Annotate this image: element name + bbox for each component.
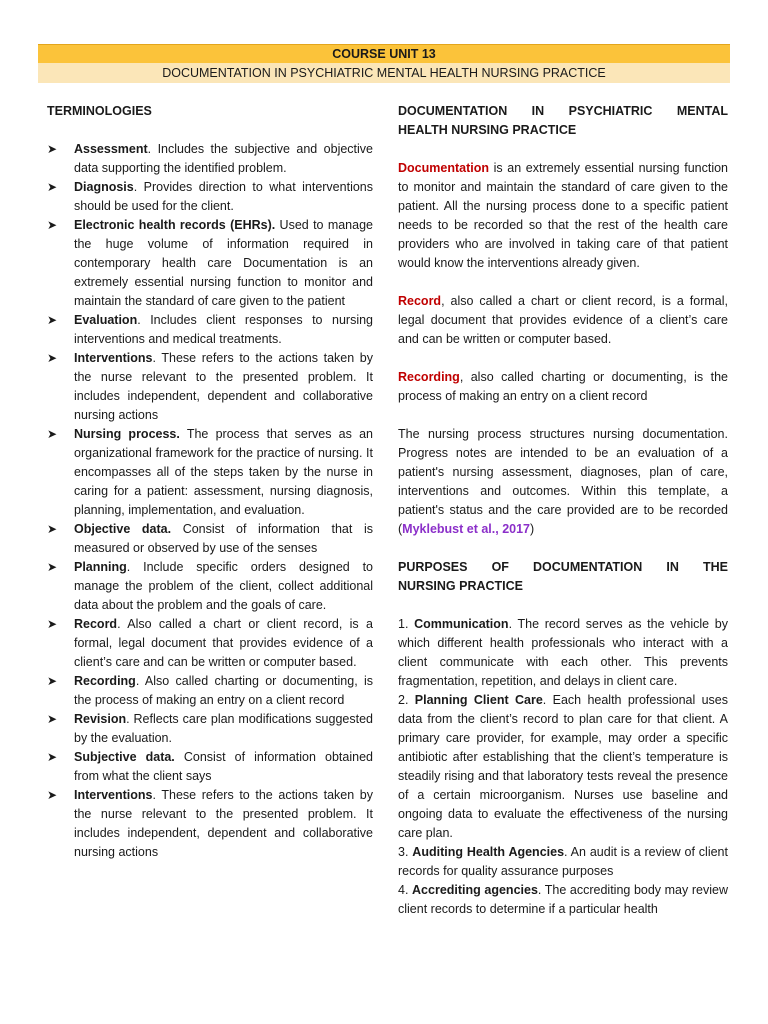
- terminology-item: ➤ Record. Also called a chart or client record, is a formal, legal document that provides evidence of a client’s care and can be written or computer based.: [47, 617, 373, 669]
- term-definition: Consist of information that is measured or observed by use of the senses: [74, 522, 373, 555]
- term-definition: Includes client responses to nursing interventions and medical treatments.: [74, 313, 373, 346]
- term-definition: Reflects care plan modifications suggested by the evaluation.: [74, 712, 373, 745]
- term-definition: Also called charting or documenting, is the process of making an entry on a client record: [74, 674, 373, 707]
- term-label: Revision: [74, 712, 127, 726]
- purpose-label: Communication: [414, 617, 509, 631]
- documentation-heading-line1: DOCUMENTATION IN PSYCHIATRIC MENTAL: [398, 104, 728, 118]
- left-column: [47, 102, 373, 862]
- term-definition: Used to manage the huge volume of information required in contemporary health care Documentation is an extremely essential nursing function to monitor and maintain the standard of care given to the patient: [74, 218, 373, 308]
- terminology-list: [47, 140, 373, 862]
- right-column: [398, 102, 728, 919]
- purpose-item: 2. Planning Client Care. Each health professional uses data from the client’s record to plan care for that client. A primary care provider, for example, may order a specific antibiotic after establishing that the client’s temperature is steadily rising and that laboratory tests reveal the presence of a certain microorganism. Nurses use baseline and ongoing data to evaluate the effectiveness of the nursing care plan.: [398, 693, 728, 840]
- arrowhead-bullet-icon: ➤: [47, 142, 58, 156]
- terminology-item: ➤ Diagnosis. Provides direction to what interventions should be used for the client.: [47, 180, 373, 213]
- terminology-item: ➤ Interventions. These refers to the actions taken by the nurse relevant to the presented problem. It includes independent, dependent and collaborative nursing actions: [47, 788, 373, 859]
- term-label: Objective data.: [74, 522, 172, 536]
- terminology-item: [47, 748, 373, 786]
- term-definition: Includes the subjective and objective data supporting the identified problem.: [74, 142, 373, 175]
- arrowhead-bullet-icon: ➤: [47, 674, 58, 688]
- terminology-item: [47, 425, 373, 520]
- arrowhead-bullet-icon: ➤: [47, 560, 58, 574]
- course-subtitle-banner: [38, 63, 730, 83]
- purpose-label: Auditing Health Agencies: [412, 845, 565, 859]
- term-label: Subjective data.: [74, 750, 175, 764]
- arrowhead-bullet-icon: ➤: [47, 617, 58, 631]
- term-label: Diagnosis: [74, 180, 134, 194]
- purpose-label: Accrediting agencies: [412, 883, 538, 897]
- term-label: Nursing process.: [74, 427, 180, 441]
- purpose-item: 3. Auditing Health Agencies. An audit is a review of client records for quality assurance purposes: [398, 845, 728, 878]
- terminology-item: ➤ Interventions. These refers to the actions taken by the nurse relevant to the presented problem. It includes independent, dependent and collaborative nursing actions: [47, 351, 373, 422]
- terminology-item: ➤ Recording. Also called charting or documenting, is the process of making an entry on a client record: [47, 674, 373, 707]
- documentation-term: Documentation: [398, 161, 489, 175]
- arrowhead-bullet-icon: ➤: [47, 522, 58, 536]
- term-definition: Include specific orders designed to manage the problem of the client, collect additional data about the problem and the goals of care.: [74, 560, 373, 612]
- term-definition: These refers to the actions taken by the nurse relevant to the presented problem. It includes independent, dependent and collaborative nursing actions: [74, 788, 373, 859]
- arrowhead-bullet-icon: ➤: [47, 180, 58, 194]
- term-definition: The process that serves as an organizational framework for the practice of nursing. It encompasses all of the steps taken by the nurse in caring for a patient: assessment, nursing diagnosis, planning, implementation, and evaluation.: [74, 427, 373, 517]
- terminology-item: ➤ Revision. Reflects care plan modifications suggested by the evaluation.: [47, 712, 373, 745]
- arrowhead-bullet-icon: ➤: [47, 712, 58, 726]
- documentation-heading-line2: HEALTH NURSING PRACTICE: [398, 123, 577, 137]
- term-label: Assessment: [74, 142, 148, 156]
- terminology-item: ➤ Assessment. Includes the subjective and objective data supporting the identified problem.: [47, 142, 373, 175]
- purposes-list: [398, 615, 728, 919]
- purposes-heading-line1: PURPOSES OF DOCUMENTATION IN THE: [398, 560, 728, 574]
- term-label: Electronic health records (EHRs).: [74, 218, 276, 232]
- terminology-item: ➤ Planning. Include specific orders designed to manage the problem of the client, collect additional data about the problem and the goals of care.: [47, 560, 373, 612]
- terminology-item: ➤ Evaluation. Includes client responses to nursing interventions and medical treatments.: [47, 313, 373, 346]
- documentation-heading: [398, 102, 728, 140]
- term-label: Interventions: [74, 351, 153, 365]
- term-label: Interventions: [74, 788, 153, 802]
- term-label: Record: [74, 617, 118, 631]
- term-label: Evaluation: [74, 313, 138, 327]
- nursing-process-paragraph: The nursing process structures nursing documentation. Progress notes are intended to be an evaluation of a patient's nursing assessment, diagnoses, plan of care, interventions and outcomes. Within this template, a patient's status and the care provided are to be recorded (Myklebust et al., 2017): [398, 427, 728, 536]
- arrowhead-bullet-icon: ➤: [47, 351, 58, 365]
- purpose-item: 1. Communication. The record serves as the vehicle by which different health professionals who interact with a client communicate with each other. This prevents fragmentation, repetition, and delays in client care.: [398, 617, 728, 688]
- terminology-item: [47, 216, 373, 311]
- recording-paragraph: Recording, also called charting or documenting, is the process of making an entry on a client record: [398, 370, 728, 403]
- arrowhead-bullet-icon: ➤: [47, 788, 58, 802]
- record-paragraph: Record, also called a chart or client record, is a formal, legal document that provides evidence of a client’s care and can be written or computer based.: [398, 294, 728, 346]
- term-definition: Consist of information obtained from what the client says: [74, 750, 373, 783]
- citation: Myklebust et al., 2017: [402, 522, 531, 536]
- purpose-item: 4. Accrediting agencies. The accrediting body may review client records to determine if a particular health: [398, 883, 728, 916]
- course-unit-title: COURSE UNIT 13: [332, 47, 436, 61]
- arrowhead-bullet-icon: ➤: [47, 218, 58, 232]
- term-label: Recording: [74, 674, 136, 688]
- terminology-item: [47, 520, 373, 558]
- record-term: Record: [398, 294, 442, 308]
- terminologies-heading: TERMINOLOGIES: [47, 104, 152, 118]
- term-definition: Provides direction to what interventions should be used for the client.: [74, 180, 373, 213]
- arrowhead-bullet-icon: ➤: [47, 313, 58, 327]
- purposes-heading-line2: NURSING PRACTICE: [398, 579, 524, 593]
- recording-term: Recording: [398, 370, 460, 384]
- term-definition: Also called a chart or client record, is a formal, legal document that provides evidence of a client’s care and can be written or computer based.: [74, 617, 373, 669]
- course-unit-banner: [38, 44, 730, 63]
- term-definition: These refers to the actions taken by the nurse relevant to the presented problem. It includes independent, dependent and collaborative nursing actions: [74, 351, 373, 422]
- purposes-heading: [398, 558, 728, 596]
- purpose-label: Planning Client Care: [414, 693, 543, 707]
- arrowhead-bullet-icon: ➤: [47, 750, 58, 764]
- term-label: Planning: [74, 560, 127, 574]
- course-subtitle: DOCUMENTATION IN PSYCHIATRIC MENTAL HEALTH NURSING PRACTICE: [162, 66, 606, 80]
- documentation-paragraph: Documentation is an extremely essential nursing function to monitor and maintain the standard of care given to the patient. All the nursing process done to a specific patient needs to be recorded so that the rest of the health care providers who are involved in taking care of that patient would know the interventions already given.: [398, 161, 728, 270]
- arrowhead-bullet-icon: ➤: [47, 427, 58, 441]
